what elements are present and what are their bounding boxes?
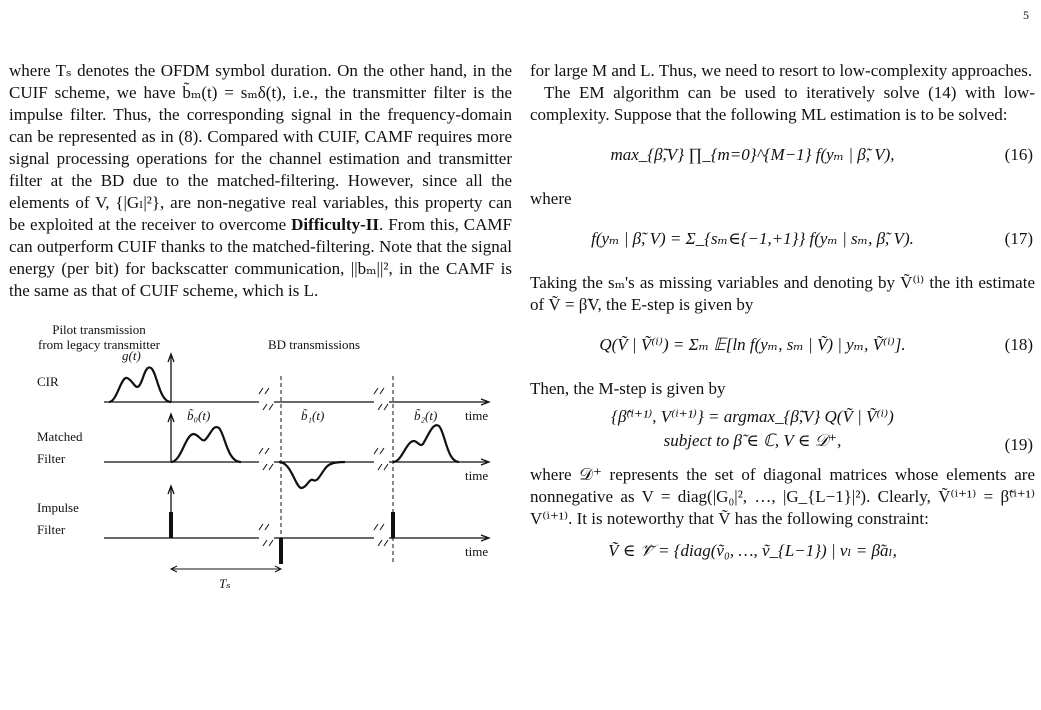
- paragraph-text-end: . From this, CAMF can outperform CUIF thanks to the matched-filtering. Note that the signal energy (per bit) for backscatter communication, ||bₘ||², in the CAMF is the same as that of CUIF scheme, which is L.: [9, 215, 512, 300]
- row-label-impulse-2: Filter: [37, 522, 66, 537]
- equation-18-number: (18): [1004, 335, 1033, 354]
- equation-19: [530, 406, 1035, 458]
- signal-b1: b̃₁(t): [301, 408, 325, 423]
- symbol-duration-arrow: [171, 566, 281, 572]
- pilot-label-2: from legacy transmitter: [37, 337, 161, 352]
- paragraph-camf-cuif: [9, 60, 512, 302]
- bd-label: BD transmissions: [267, 337, 361, 352]
- equation-19-number: (19): [1004, 435, 1033, 454]
- row-label-impulse-1: Impulse: [37, 500, 79, 515]
- equation-16-number: (16): [1004, 145, 1033, 164]
- equation-16: [530, 132, 1035, 182]
- paragraph-complexity: for large M and L. Thus, we need to resort to low-complexity approaches.: [530, 61, 1033, 80]
- equation-19-line-2: subject to β̃ ∈ ℂ, V ∈ 𝒟⁺,: [663, 431, 842, 450]
- row-label-matched-2: Filter: [37, 451, 66, 466]
- page-number: 5: [1023, 8, 1029, 22]
- impulse-row: [104, 486, 489, 564]
- paragraph-e-step: Taking the sₘ's as missing variables and denoting by Ṽ⁽ⁱ⁾ the ith estimate of Ṽ = β̃V, the E-step is given by: [530, 273, 1035, 314]
- symbol-boundaries: [281, 376, 393, 564]
- equation-18: [530, 322, 1035, 372]
- axis-time-2: time: [465, 468, 489, 483]
- row-label-cir: CIR: [37, 374, 59, 389]
- equation-17: [530, 216, 1035, 266]
- signal-b2: b̃₂(t): [414, 408, 438, 423]
- equation-constraint: [530, 540, 1035, 568]
- equation-18-expr: Q(Ṽ | Ṽ⁽ⁱ⁾) = Σₘ 𝔼[ln f(yₘ, sₘ | Ṽ) | yₘ, Ṽ⁽ⁱ⁾].: [599, 335, 906, 354]
- paragraph-em-algorithm: The EM algorithm can be used to iteratively solve (14) with low-complexity. Suppose that the following ML estimation is to be solved:: [530, 83, 1035, 124]
- paragraph-text: where Tₛ denotes the OFDM symbol duration. On the other hand, in the CUIF scheme, we have b̃ₘ(t) = sₘδ(t), i.e., the transmitter filter is the impulse filter. Thus, the corresponding signal in the frequency-domain can be represented as in (8). Compared with CUIF, CAMF requires more signal processing operations for the channel estimation and transmitter filter at the BD due to the matched-filtering. However, since all the elements of V, {|Gₗ|²}, are non-negative real variables, this property can be exploited at the receiver to overcome: [9, 61, 512, 234]
- row-label-matched-1: Matched: [37, 429, 83, 444]
- right-column: [530, 60, 1035, 574]
- equation-17-expr: f(yₘ | β̃, V) = Σ_{sₘ∈{−1,+1}} f(yₘ | sₘ, β̃, V).: [591, 229, 914, 248]
- paragraph-m-step: Then, the M-step is given by: [530, 379, 726, 398]
- equation-constraint-expr: Ṽ ∈ 𝒱̃ = {diag(ṽ₀, …, ṽ_{L−1}) | vₗ = β̃aₗ,: [608, 541, 897, 560]
- equation-16-expr: max_{β̃,V} ∏_{m=0}^{M−1} f(yₘ | β̃, V),: [610, 145, 895, 164]
- axis-time-1: time: [465, 408, 489, 423]
- signal-b0: b̃₀(t): [187, 408, 211, 423]
- signal-g: g(t): [122, 348, 141, 363]
- text-where: where: [530, 189, 572, 208]
- cir-row: [104, 354, 489, 410]
- filter-figure: [9, 316, 512, 591]
- equation-19-line-1: {β̃⁽ⁱ⁺¹⁾, V⁽ⁱ⁺¹⁾} = argmax_{β̃,V} Q(Ṽ | Ṽ⁽ⁱ⁾): [611, 407, 894, 426]
- left-column: [9, 60, 512, 591]
- equation-17-number: (17): [1004, 229, 1033, 248]
- ts-label: Tₛ: [219, 576, 231, 591]
- matched-row: [104, 414, 489, 488]
- axis-time-3: time: [465, 544, 489, 559]
- bold-term: Difficulty-II: [291, 215, 379, 234]
- paragraph-constraint: where 𝒟⁺ represents the set of diagonal matrices whose elements are nonnegative as V = diag(|G₀|², …, |G_{L−1}|²). Clearly, Ṽ⁽ⁱ⁺¹⁾ = β̃⁽ⁱ⁺¹⁾V⁽ⁱ⁺¹⁾. It is noteworthy that Ṽ has the following constraint:: [530, 465, 1035, 528]
- pilot-label-1: Pilot transmission: [52, 322, 146, 337]
